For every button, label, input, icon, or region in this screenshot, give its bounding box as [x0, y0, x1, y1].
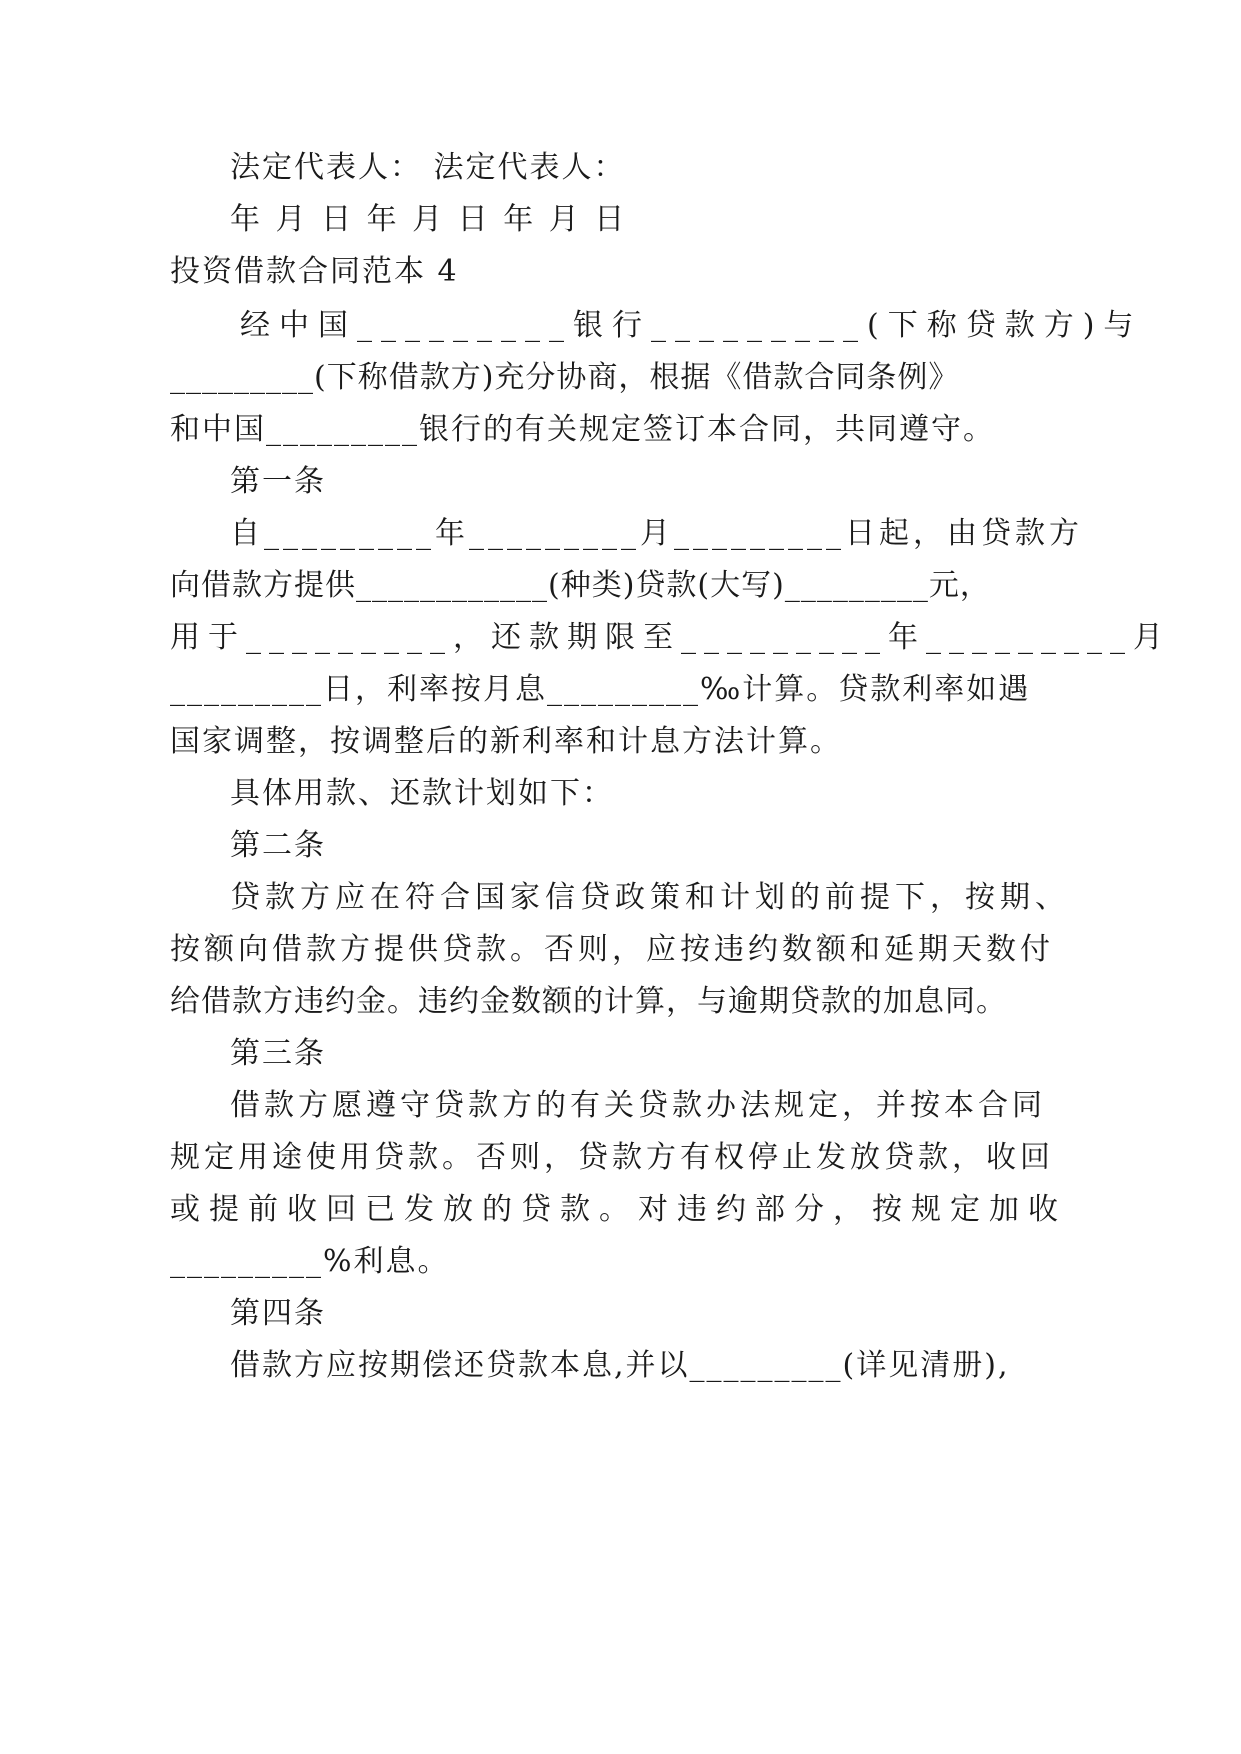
paragraph-line-intro-1: 经中国_________银行_________(下称贷款方)与 [240, 308, 1143, 343]
article-1-line-4: _________日，利率按月息_________‰计算。贷款利率如遇 [170, 672, 1031, 707]
article-3-line-3: 或提前收回已发放的贷款。对违约部分，按规定加收 [170, 1192, 1067, 1227]
article-2-line-3: 给借款方违约金。违约金数额的计算，与逾期贷款的加息同。 [170, 984, 1007, 1019]
date-line: 年 月 日 年 月 日 年 月 日 [230, 202, 628, 237]
article-2-line-2: 按额向借款方提供贷款。否则，应按违约数额和延期天数付 [170, 932, 1054, 967]
article-3-line-2: 规定用途使用贷款。否则，贷款方有权停止发放贷款，收回 [170, 1140, 1054, 1175]
document-title: 投资借款合同范本 4 [170, 254, 459, 289]
repayment-plan-line: 具体用款、还款计划如下： [230, 776, 614, 811]
article-3-line-4: _________%利息。 [170, 1244, 450, 1279]
paragraph-line-intro-3: 和中国_________银行的有关规定签订本合同，共同遵守。 [170, 412, 995, 447]
article-4-heading: 第四条 [230, 1296, 326, 1331]
article-4-line-1: 借款方应按期偿还贷款本息,并以_________(详见清册), [230, 1348, 1010, 1383]
article-2-line-1: 贷款方应在符合国家信贷政策和计划的前提下，按期、 [230, 880, 1070, 915]
article-1-heading: 第一条 [230, 464, 326, 499]
article-1-line-5: 国家调整，按调整后的新利率和计息方法计算。 [170, 724, 842, 759]
paragraph-line-intro-2: _________(下称借款方)充分协商，根据《借款合同条例》 [170, 360, 960, 395]
article-2-heading: 第二条 [230, 828, 326, 863]
article-3-line-1: 借款方愿遵守贷款方的有关贷款办法规定，并按本合同 [230, 1088, 1046, 1123]
article-1-line-1: 自_________年_________月_________日起，由贷款方 [230, 516, 1083, 551]
article-1-line-3: 用于_________，还款期限至_________年_________月 [170, 620, 1171, 655]
legal-representative-line: 法定代表人： 法定代表人： [230, 150, 626, 185]
article-1-line-2: 向借款方提供____________(种类)贷款(大写)_________元， [170, 568, 991, 603]
article-3-heading: 第三条 [230, 1036, 326, 1071]
